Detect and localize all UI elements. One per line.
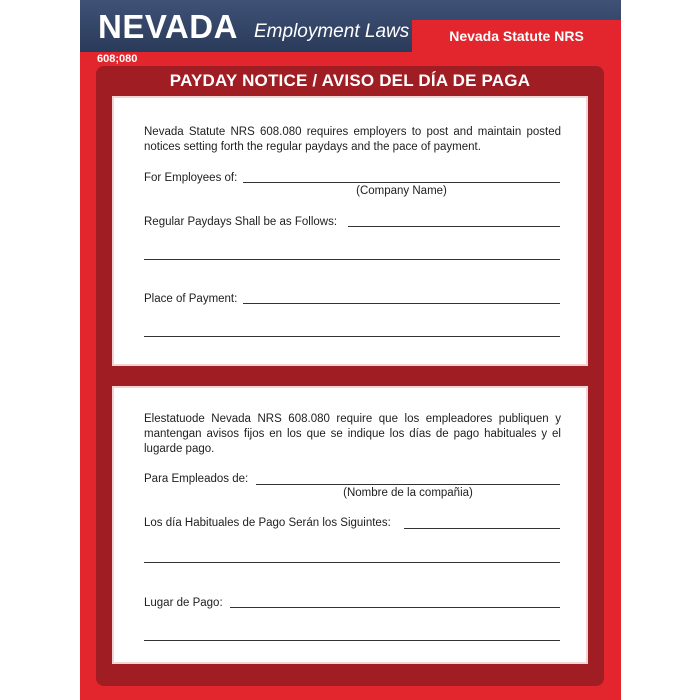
paydays-line-2[interactable]: [144, 259, 560, 260]
spanish-employees-label: Para Empleados de:: [144, 473, 249, 485]
spanish-intro: Elestatuode Nevada NRS 608.080 require que los empleadores publiquen y mantengan avisos fijos en los que se indique los días de pago habituales y el lugarde pago.: [144, 413, 561, 455]
english-notice-card: [112, 96, 588, 366]
lugar-pago-line-1[interactable]: [230, 607, 560, 608]
empleador-name-line[interactable]: [256, 484, 560, 485]
place-line-2[interactable]: [144, 336, 560, 337]
spanish-paydays-label: Los día Habituales de Pago Serán los Siguintes:: [144, 517, 391, 529]
spanish-company-hint: (Nombre de la compañia): [343, 487, 473, 499]
dias-pago-line-2[interactable]: [144, 562, 560, 563]
lugar-pago-line-2[interactable]: [144, 640, 560, 641]
english-employees-label: For Employees of:: [144, 172, 238, 184]
english-paydays-label: Regular Paydays Shall be as Follows:: [144, 216, 338, 228]
brand-title: NEVADA: [98, 8, 238, 45]
english-intro: Nevada Statute NRS 608.080 requires employers to post and maintain posted notices setting forth the regular paydays and the pace of payment.: [144, 126, 561, 153]
english-company-hint: (Company Name): [356, 185, 447, 197]
poster-code: 608;080: [97, 53, 138, 65]
employer-name-line[interactable]: [243, 182, 560, 183]
brand-subtitle: Employment Laws: [254, 21, 410, 42]
place-line-1[interactable]: [243, 303, 560, 304]
spanish-place-label: Lugar de Pago:: [144, 597, 223, 609]
spanish-notice-card: [112, 386, 588, 664]
paydays-line-1[interactable]: [348, 226, 560, 227]
english-place-label: Place of Payment:: [144, 293, 238, 305]
notice-title: PAYDAY NOTICE / AVISO DEL DÍA DE PAGA: [169, 71, 531, 90]
statute-tab: Nevada Statute NRS: [412, 20, 621, 52]
dias-pago-line-1[interactable]: [404, 528, 560, 529]
